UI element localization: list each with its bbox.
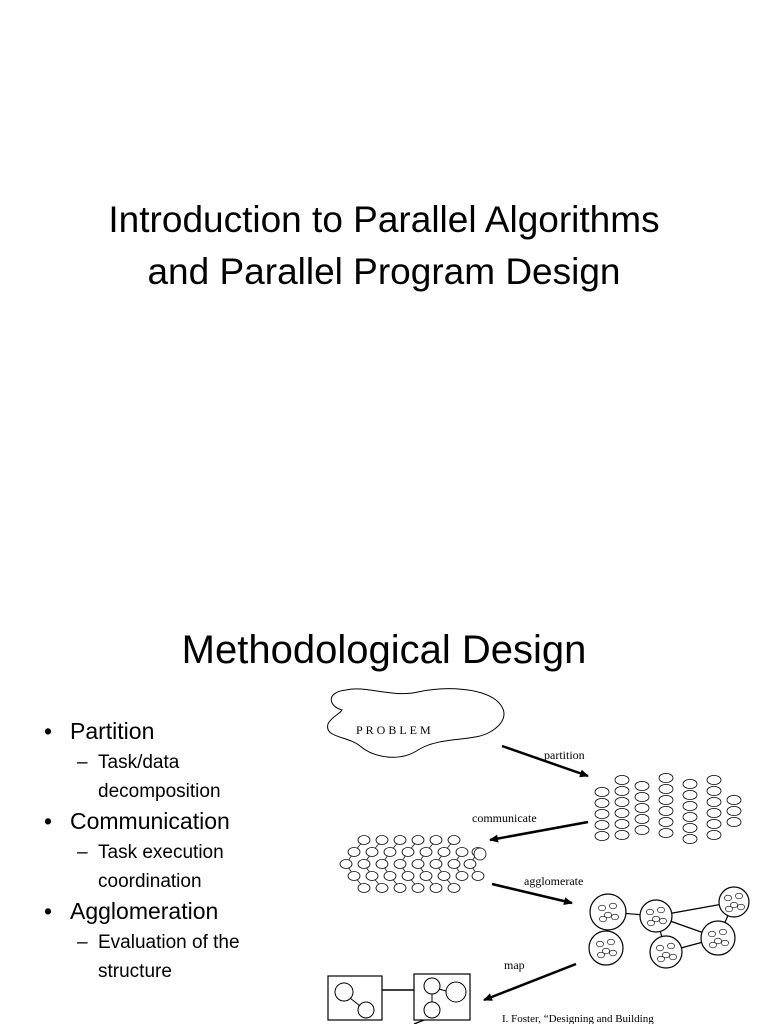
- group-member: [611, 914, 618, 920]
- network-node: [402, 848, 414, 857]
- bullet-label: Partition: [70, 718, 155, 744]
- network-node: [412, 836, 424, 845]
- sub-bullet-line: coordination: [98, 871, 202, 892]
- group-member: [599, 916, 606, 922]
- sub-bullet-line: Task/data: [98, 752, 180, 773]
- group-member: [597, 952, 604, 958]
- task-node: [595, 798, 609, 807]
- task-node: [659, 806, 673, 815]
- network-node: [358, 884, 370, 893]
- mapped-node: [358, 1002, 374, 1018]
- agglomerated-groups: [589, 887, 749, 968]
- group-member: [719, 929, 726, 935]
- title-line-2: and Parallel Program Design: [147, 251, 621, 292]
- task-node: [615, 775, 629, 784]
- group-member: [609, 950, 616, 956]
- bullet-agglomeration: [44, 896, 304, 986]
- dash-icon: –: [77, 842, 88, 863]
- task-node: [707, 786, 721, 795]
- communicate-label: communicate: [472, 811, 537, 825]
- task-node: [683, 834, 697, 843]
- task-node: [635, 781, 649, 790]
- group-member: [607, 939, 614, 945]
- dash-icon: –: [77, 932, 88, 953]
- task-node: [727, 817, 741, 826]
- task-node: [683, 823, 697, 832]
- communication-network: [340, 836, 486, 893]
- group-member: [721, 940, 728, 946]
- task-node: [707, 775, 721, 784]
- group-member: [669, 954, 676, 960]
- task-node: [707, 819, 721, 828]
- group-member: [657, 956, 664, 962]
- network-node: [394, 836, 406, 845]
- network-node: [456, 848, 468, 857]
- network-node: [420, 848, 432, 857]
- network-node: [394, 884, 406, 893]
- bullet-dot-icon: •: [44, 898, 53, 924]
- task-node: [635, 792, 649, 801]
- task-node: [635, 803, 649, 812]
- network-node: [448, 884, 460, 893]
- task-node: [683, 812, 697, 821]
- group-member: [735, 893, 742, 899]
- mapped-node: [424, 978, 440, 994]
- network-node: [402, 872, 414, 881]
- problem-label: PROBLEM: [356, 723, 434, 737]
- group-member: [724, 895, 731, 901]
- task-node: [727, 806, 741, 815]
- partition-label: partition: [544, 748, 585, 762]
- group-member: [709, 942, 716, 948]
- sub-bullet-line: decomposition: [98, 781, 221, 802]
- network-node: [438, 848, 450, 857]
- network-node: [420, 872, 432, 881]
- task-node: [727, 795, 741, 804]
- network-node: [412, 860, 424, 869]
- task-node: [595, 820, 609, 829]
- mapped-node: [424, 1002, 440, 1018]
- network-node: [366, 872, 378, 881]
- group-member: [708, 931, 715, 937]
- network-node: [394, 860, 406, 869]
- bullet-label: Communication: [70, 808, 230, 834]
- dash-icon: –: [77, 752, 88, 773]
- bullet-communication: [44, 806, 304, 896]
- citation-text: I. Foster, “Designing and Building: [502, 1013, 654, 1024]
- task-node: [707, 797, 721, 806]
- group-member: [596, 941, 603, 947]
- group-member: [657, 907, 664, 913]
- network-node: [384, 872, 396, 881]
- task-node: [707, 808, 721, 817]
- task-node: [595, 787, 609, 796]
- task-node: [595, 831, 609, 840]
- network-node: [384, 848, 396, 857]
- bullet-list: [44, 716, 304, 986]
- slide-2: [0, 512, 768, 1024]
- sub-bullet-line: Task execution: [98, 842, 224, 863]
- task-node: [659, 784, 673, 793]
- task-node: [659, 773, 673, 782]
- agglomerate-label: agglomerate: [524, 874, 584, 888]
- processor-box: [328, 976, 382, 1020]
- network-node: [456, 872, 468, 881]
- task-node: [659, 817, 673, 826]
- task-node: [635, 825, 649, 834]
- mapped-processors: [328, 974, 470, 1024]
- task-node: [683, 790, 697, 799]
- task-node: [683, 801, 697, 810]
- task-node: [659, 795, 673, 804]
- partition-tasks: [595, 773, 741, 843]
- network-node: [412, 884, 424, 893]
- network-node: [376, 884, 388, 893]
- network-node: [430, 836, 442, 845]
- network-node: [464, 860, 476, 869]
- task-node: [615, 786, 629, 795]
- bullet-partition: [44, 716, 304, 806]
- group-member: [647, 920, 654, 926]
- task-node: [635, 814, 649, 823]
- network-node: [348, 848, 360, 857]
- slide-1-title: [0, 194, 768, 298]
- group-member: [609, 903, 616, 909]
- map-arrow: [484, 964, 576, 1000]
- network-node: [376, 860, 388, 869]
- group-member: [667, 943, 674, 949]
- title-line-1: Introduction to Parallel Algorithms: [108, 199, 660, 240]
- network-node: [358, 836, 370, 845]
- task-node: [615, 808, 629, 817]
- network-node: [474, 848, 486, 860]
- task-node: [707, 830, 721, 839]
- network-node: [366, 848, 378, 857]
- group-member: [656, 945, 663, 951]
- sub-bullet-line: structure: [98, 961, 172, 982]
- network-node: [430, 860, 442, 869]
- task-node: [595, 809, 609, 818]
- group-member: [646, 909, 653, 915]
- network-node: [340, 860, 352, 869]
- network-node: [438, 872, 450, 881]
- task-node: [615, 819, 629, 828]
- network-node: [448, 836, 460, 845]
- bullet-label: Agglomeration: [70, 898, 219, 924]
- task-node: [683, 779, 697, 788]
- bullet-dot-icon: •: [44, 718, 53, 744]
- slide-2-title: Methodological Design: [181, 628, 587, 672]
- map-label: map: [504, 958, 525, 972]
- methodology-diagram: [320, 680, 760, 1024]
- group-member: [737, 904, 744, 910]
- task-node: [615, 830, 629, 839]
- network-node: [348, 872, 360, 881]
- group-member: [598, 905, 605, 911]
- group-member: [659, 918, 666, 924]
- network-node: [358, 860, 370, 869]
- task-node: [659, 828, 673, 837]
- bullet-dot-icon: •: [44, 808, 53, 834]
- network-node: [472, 872, 484, 881]
- network-node: [376, 836, 388, 845]
- network-node: [430, 884, 442, 893]
- mapped-node: [446, 982, 466, 1002]
- sub-bullet-line: Evaluation of the: [98, 932, 240, 953]
- group-member: [725, 906, 732, 912]
- task-node: [615, 797, 629, 806]
- network-node: [448, 860, 460, 869]
